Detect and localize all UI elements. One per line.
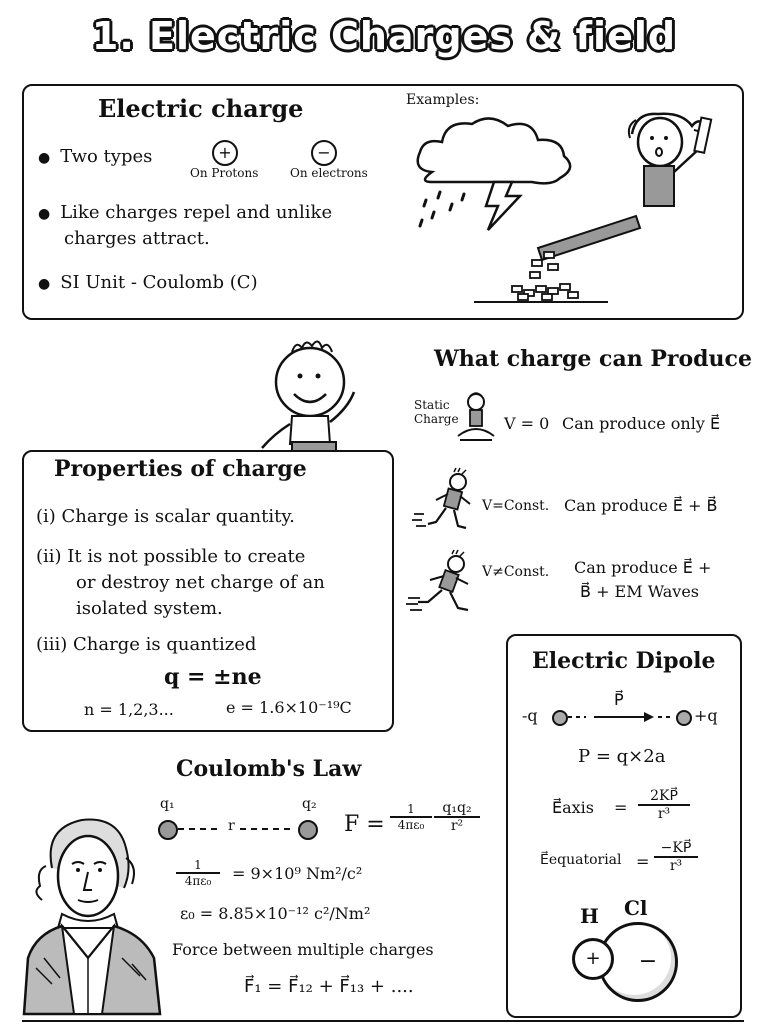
proton-symbol bbox=[212, 140, 238, 166]
bullet-like-charges bbox=[38, 202, 332, 223]
property-item-2-line1: (ii) It is not possible to create bbox=[36, 546, 306, 567]
eeq-equals: = bbox=[636, 852, 650, 871]
property-item-1: (i) Charge is scalar quantity. bbox=[36, 506, 295, 527]
two-types-text: Two types bbox=[60, 146, 153, 167]
e-value: e = 1.6×10⁻¹⁹C bbox=[226, 698, 352, 717]
like-charges-line2: charges attract. bbox=[64, 228, 210, 249]
eaxis-lhs: E⃗axis bbox=[552, 798, 594, 817]
coulomb-heading: Coulomb's Law bbox=[176, 756, 362, 782]
static-label-line2: Charge bbox=[414, 412, 459, 426]
force-charges-fraction bbox=[434, 800, 480, 834]
charge-q2-dot bbox=[298, 820, 318, 840]
quantization-formula: q = ±ne bbox=[164, 664, 262, 690]
pos-charge-dot bbox=[676, 710, 692, 726]
hydrogen-label: H bbox=[580, 904, 599, 928]
k-numerator: 1 bbox=[176, 858, 220, 874]
neg-charge-dot bbox=[552, 710, 568, 726]
k-denominator: 4πε₀ bbox=[184, 874, 212, 888]
bullet-two-types bbox=[38, 146, 152, 167]
coulomb-portrait-icon bbox=[22, 808, 162, 1014]
row1-condition: V = 0 bbox=[504, 414, 550, 433]
row3-result-line2: B⃗ + EM Waves bbox=[580, 582, 700, 601]
eeq-fraction bbox=[654, 840, 698, 874]
hydrogen-atom bbox=[572, 938, 614, 980]
force-constant-fraction bbox=[390, 802, 432, 832]
row3-condition: V≠Const. bbox=[482, 564, 550, 580]
force-charges-denominator: r² bbox=[450, 818, 464, 834]
static-label-line1: Static bbox=[414, 398, 450, 412]
force-charges-numerator: q₁q₂ bbox=[434, 800, 480, 818]
epsilon-value: ε₀ = 8.85×10⁻¹² c²/Nm² bbox=[180, 904, 371, 923]
dipole-neg-label: -q bbox=[522, 706, 538, 725]
row1-result: Can produce only E⃗ bbox=[562, 414, 721, 433]
electron-sign: − bbox=[317, 143, 331, 162]
eeq-numerator: −KP⃗ bbox=[654, 840, 698, 858]
dipole-moment-formula: P = q×2a bbox=[578, 746, 666, 767]
force-constant-numerator: 1 bbox=[390, 802, 432, 818]
si-unit-text: SI Unit - Coulomb (C) bbox=[60, 272, 258, 293]
bottom-divider bbox=[22, 1020, 744, 1022]
walking-figure-icon bbox=[412, 470, 478, 532]
row3-result-line1: Can produce E⃗ + bbox=[574, 558, 712, 577]
proton-label: On Protons bbox=[190, 166, 259, 180]
row2-result: Can produce E⃗ + B⃗ bbox=[564, 496, 718, 515]
p-vector-label: P⃗ bbox=[614, 690, 624, 709]
eaxis-equals: = bbox=[614, 798, 628, 817]
eaxis-fraction bbox=[638, 788, 690, 822]
force-lhs: F = bbox=[344, 812, 385, 837]
page-title: 1. Electric Charges & field bbox=[91, 14, 677, 58]
dipole-pos-label: +q bbox=[694, 706, 718, 725]
eaxis-numerator: 2KP⃗ bbox=[638, 788, 690, 806]
k-value: = 9×10⁹ Nm²/c² bbox=[232, 864, 363, 883]
property-item-3: (iii) Charge is quantized bbox=[36, 634, 257, 655]
n-values: n = 1,2,3... bbox=[84, 700, 174, 719]
hydrogen-plus: + bbox=[585, 948, 601, 969]
chlorine-label: Cl bbox=[624, 896, 648, 920]
row2-condition: V=Const. bbox=[482, 498, 550, 514]
property-item-2-line2: or destroy net charge of an bbox=[76, 572, 325, 593]
proton-sign: + bbox=[218, 143, 232, 162]
property-item-2-line3: isolated system. bbox=[76, 598, 223, 619]
chlorine-minus: − bbox=[638, 949, 658, 974]
multiple-charges-heading: Force between multiple charges bbox=[172, 940, 434, 959]
electron-label: On electrons bbox=[290, 166, 368, 180]
force-constant-denominator: 4πε₀ bbox=[397, 818, 425, 832]
distance-line-icon bbox=[178, 827, 294, 831]
distance-label: r bbox=[228, 818, 235, 834]
multiple-charges-formula: F⃗₁ = F⃗₁₂ + F⃗₁₃ + .... bbox=[244, 976, 414, 997]
sitting-figure-icon bbox=[456, 392, 496, 442]
rod-paper-bits-icon bbox=[472, 214, 652, 310]
electron-symbol bbox=[311, 140, 337, 166]
electric-charge-heading: Electric charge bbox=[98, 94, 304, 123]
eeq-lhs: E⃗equatorial bbox=[540, 852, 622, 868]
eeq-denominator: r³ bbox=[669, 858, 683, 874]
like-charges-line1: Like charges repel and unlike bbox=[60, 202, 333, 223]
examples-label: Examples: bbox=[406, 92, 480, 108]
running-figure-icon bbox=[406, 552, 476, 616]
produce-heading: What charge can Produce bbox=[434, 346, 752, 372]
dipole-arrow-icon bbox=[568, 712, 678, 722]
girl-comb-icon bbox=[622, 108, 722, 212]
static-label bbox=[414, 398, 459, 426]
bullet-si-unit bbox=[38, 272, 258, 293]
q1-label: q₁ bbox=[160, 796, 175, 812]
properties-heading: Properties of charge bbox=[54, 456, 307, 482]
eaxis-denominator: r³ bbox=[657, 806, 671, 822]
dipole-heading: Electric Dipole bbox=[532, 648, 716, 674]
q2-label: q₂ bbox=[302, 796, 317, 812]
k-fraction bbox=[176, 858, 220, 888]
